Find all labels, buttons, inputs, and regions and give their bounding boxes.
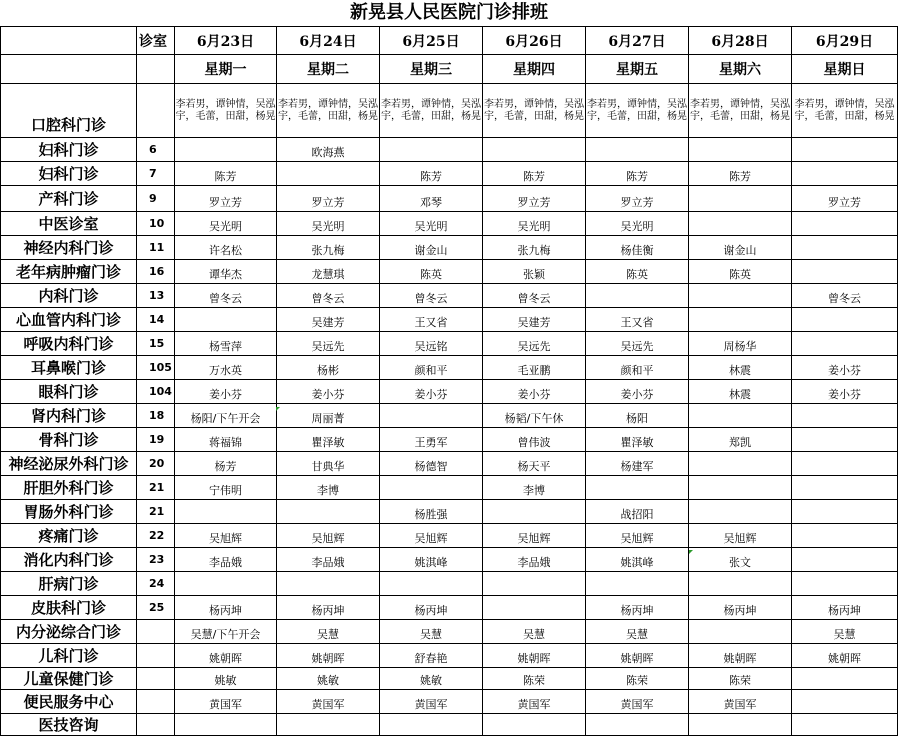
doctor-cell: 吴旭辉 <box>277 524 380 548</box>
doctor-cell: 杨雪萍 <box>175 332 277 356</box>
doctor-cell: 毛亚鹏 <box>483 356 586 380</box>
doctor-cell: 龙慧琪 <box>277 260 380 284</box>
date-header: 6月23日 <box>175 27 277 55</box>
doctor-cell: 姚敏 <box>380 668 483 690</box>
doctor-cell: 吴光明 <box>175 212 277 236</box>
doctor-cell: 罗立芳 <box>277 186 380 212</box>
doctor-cell: 姜小芬 <box>792 356 898 380</box>
department-name: 胃肠外科门诊 <box>1 500 137 524</box>
doctor-cell: 吴旭辉 <box>483 524 586 548</box>
room-number: 21 <box>137 476 175 500</box>
doctor-cell: 蒋福锦 <box>175 428 277 452</box>
weekday-header-row <box>1 55 898 84</box>
doctor-cell: 吴光明 <box>483 212 586 236</box>
doctor-cell: 吴慧/下午开会 <box>175 620 277 644</box>
doctor-cell <box>689 404 792 428</box>
doctor-cell: 颜和平 <box>380 356 483 380</box>
doctor-cell <box>277 500 380 524</box>
doctor-cell <box>175 500 277 524</box>
room-number <box>137 714 175 736</box>
doctor-cell <box>689 714 792 736</box>
schedule-row <box>1 356 898 380</box>
room-column-header: 诊室 <box>137 27 175 55</box>
doctor-cell <box>792 500 898 524</box>
doctor-cell: 姜小芬 <box>792 380 898 404</box>
doctor-cell: 陈荣 <box>689 668 792 690</box>
doctor-cell <box>792 236 898 260</box>
doctor-cell: 杨天平 <box>483 452 586 476</box>
doctor-cell: 李博 <box>277 476 380 500</box>
doctor-cell: 吴光明 <box>380 212 483 236</box>
doctor-cell <box>792 212 898 236</box>
weekday-header: 星期六 <box>689 55 792 84</box>
doctor-cell: 李品娥 <box>483 548 586 572</box>
doctor-cell: 战招阳 <box>586 500 689 524</box>
room-number <box>137 690 175 714</box>
doctor-cell: 李品娥 <box>175 548 277 572</box>
weekday-header: 星期五 <box>586 55 689 84</box>
department-name: 老年病肿瘤门诊 <box>1 260 137 284</box>
doctor-cell: 瞿泽敏 <box>277 428 380 452</box>
date-header: 6月28日 <box>689 27 792 55</box>
schedule-row <box>1 84 898 138</box>
room-number: 13 <box>137 284 175 308</box>
doctor-cell: 杨丙坤 <box>175 596 277 620</box>
corner-cell <box>1 27 137 55</box>
doctor-cell: 吴远先 <box>483 332 586 356</box>
doctor-cell <box>586 572 689 596</box>
department-name: 神经内科门诊 <box>1 236 137 260</box>
department-name: 肝胆外科门诊 <box>1 476 137 500</box>
doctor-cell: 陈英 <box>586 260 689 284</box>
doctor-cell <box>792 668 898 690</box>
doctor-cell: 李博 <box>483 476 586 500</box>
doctor-cell: 周杨华 <box>689 332 792 356</box>
doctor-cell: 宁伟明 <box>175 476 277 500</box>
doctor-cell <box>483 138 586 162</box>
doctor-cell: 姜小芬 <box>380 380 483 404</box>
doctor-cell <box>689 308 792 332</box>
doctor-cell <box>175 572 277 596</box>
room-number: 21 <box>137 500 175 524</box>
doctor-cell <box>689 212 792 236</box>
department-name: 儿童保健门诊 <box>1 668 137 690</box>
doctor-cell <box>380 404 483 428</box>
room-number: 9 <box>137 186 175 212</box>
room-number: 23 <box>137 548 175 572</box>
doctor-cell: 李若男，谭钟情，吴泓宇，毛蕾，田甜，杨晃 <box>586 84 689 138</box>
room-number <box>137 620 175 644</box>
doctor-cell: 杨丙坤 <box>689 596 792 620</box>
doctor-cell: 张九梅 <box>277 236 380 260</box>
doctor-cell <box>689 620 792 644</box>
blank-cell <box>1 55 137 84</box>
doctor-cell: 谢金山 <box>689 236 792 260</box>
doctor-cell: 曾冬云 <box>380 284 483 308</box>
doctor-cell: 曾伟波 <box>483 428 586 452</box>
doctor-cell: 邓琴 <box>380 186 483 212</box>
doctor-cell <box>175 308 277 332</box>
department-name: 内科门诊 <box>1 284 137 308</box>
date-header: 6月26日 <box>483 27 586 55</box>
doctor-cell: 吴慧 <box>380 620 483 644</box>
schedule-row <box>1 212 898 236</box>
doctor-cell <box>792 428 898 452</box>
room-number: 24 <box>137 572 175 596</box>
doctor-cell <box>792 308 898 332</box>
schedule-row <box>1 308 898 332</box>
doctor-cell: 姜小芬 <box>586 380 689 404</box>
doctor-cell <box>277 572 380 596</box>
schedule-row <box>1 186 898 212</box>
doctor-cell <box>792 572 898 596</box>
doctor-cell <box>380 714 483 736</box>
doctor-cell: 吴远先 <box>586 332 689 356</box>
doctor-cell: 陈荣 <box>586 668 689 690</box>
doctor-cell: 李若男，谭钟情，吴泓宇，毛蕾，田甜，杨晃 <box>380 84 483 138</box>
doctor-cell: 杨佳衡 <box>586 236 689 260</box>
department-name: 妇科门诊 <box>1 138 137 162</box>
department-name: 骨科门诊 <box>1 428 137 452</box>
doctor-cell: 姚敏 <box>175 668 277 690</box>
page-title: 新晃县人民医院门诊排班 <box>350 2 548 23</box>
schedule-row <box>1 236 898 260</box>
schedule-row <box>1 644 898 668</box>
doctor-cell: 吴旭辉 <box>175 524 277 548</box>
doctor-cell: 杨丙坤 <box>586 596 689 620</box>
date-header: 6月24日 <box>277 27 380 55</box>
schedule-row <box>1 332 898 356</box>
doctor-cell: 姚朝晖 <box>483 644 586 668</box>
cell-comment-marker <box>689 550 693 554</box>
doctor-cell <box>175 138 277 162</box>
department-name: 心血管内科门诊 <box>1 308 137 332</box>
room-number <box>137 644 175 668</box>
doctor-cell <box>689 572 792 596</box>
schedule-row <box>1 524 898 548</box>
doctor-cell: 吴慧 <box>483 620 586 644</box>
weekday-header: 星期日 <box>792 55 898 84</box>
schedule-row <box>1 260 898 284</box>
doctor-cell: 郑凯 <box>689 428 792 452</box>
room-number: 10 <box>137 212 175 236</box>
doctor-cell: 李若男，谭钟情，吴泓宇，毛蕾，田甜，杨晃 <box>175 84 277 138</box>
schedule-row <box>1 548 898 572</box>
doctor-cell: 谭华杰 <box>175 260 277 284</box>
doctor-cell: 黄国军 <box>586 690 689 714</box>
room-number: 18 <box>137 404 175 428</box>
doctor-cell: 张文 <box>689 548 792 572</box>
date-header: 6月27日 <box>586 27 689 55</box>
room-number: 15 <box>137 332 175 356</box>
doctor-cell: 陈芳 <box>175 162 277 186</box>
doctor-cell: 杨阳 <box>586 404 689 428</box>
doctor-cell <box>586 476 689 500</box>
doctor-cell <box>380 138 483 162</box>
doctor-cell <box>689 186 792 212</box>
doctor-cell <box>277 714 380 736</box>
doctor-cell: 舒春艳 <box>380 644 483 668</box>
doctor-cell: 姚朝晖 <box>689 644 792 668</box>
doctor-cell: 许名松 <box>175 236 277 260</box>
doctor-cell: 吴建芳 <box>483 308 586 332</box>
doctor-cell: 吴慧 <box>586 620 689 644</box>
cell-comment-marker <box>276 407 280 411</box>
doctor-cell <box>380 476 483 500</box>
doctor-cell: 姚淇峰 <box>586 548 689 572</box>
doctor-cell: 李品娥 <box>277 548 380 572</box>
schedule-row <box>1 714 898 736</box>
doctor-cell: 谢金山 <box>380 236 483 260</box>
schedule-row <box>1 284 898 308</box>
doctor-cell: 黄国军 <box>483 690 586 714</box>
doctor-cell <box>792 452 898 476</box>
department-name: 产科门诊 <box>1 186 137 212</box>
department-name: 儿科门诊 <box>1 644 137 668</box>
doctor-cell: 吴旭辉 <box>689 524 792 548</box>
doctor-cell: 黄国军 <box>380 690 483 714</box>
department-name: 妇科门诊 <box>1 162 137 186</box>
doctor-cell: 瞿泽敏 <box>586 428 689 452</box>
doctor-cell: 陈英 <box>689 260 792 284</box>
doctor-cell: 林震 <box>689 356 792 380</box>
room-number: 25 <box>137 596 175 620</box>
doctor-cell: 吴旭辉 <box>380 524 483 548</box>
doctor-cell: 曾冬云 <box>792 284 898 308</box>
doctor-cell: 王勇军 <box>380 428 483 452</box>
date-header: 6月25日 <box>380 27 483 55</box>
schedule-row <box>1 596 898 620</box>
weekday-header: 星期四 <box>483 55 586 84</box>
doctor-cell: 陈芳 <box>689 162 792 186</box>
doctor-cell: 张九梅 <box>483 236 586 260</box>
doctor-cell: 欧海燕 <box>277 138 380 162</box>
doctor-cell: 吴光明 <box>586 212 689 236</box>
department-name: 中医诊室 <box>1 212 137 236</box>
schedule-row <box>1 620 898 644</box>
department-name: 医技咨询 <box>1 714 137 736</box>
schedule-row <box>1 428 898 452</box>
doctor-cell: 杨阳/下午开会 <box>175 404 277 428</box>
doctor-cell: 杨丙坤 <box>792 596 898 620</box>
doctor-cell: 杨彬 <box>277 356 380 380</box>
doctor-cell <box>586 284 689 308</box>
room-number: 14 <box>137 308 175 332</box>
doctor-cell <box>586 714 689 736</box>
doctor-cell: 杨丙坤 <box>380 596 483 620</box>
room-number: 105 <box>137 356 175 380</box>
department-name: 呼吸内科门诊 <box>1 332 137 356</box>
schedule-row <box>1 138 898 162</box>
doctor-cell: 姚敏 <box>277 668 380 690</box>
department-name: 疼痛门诊 <box>1 524 137 548</box>
doctor-cell <box>792 138 898 162</box>
doctor-cell <box>689 500 792 524</box>
room-number: 7 <box>137 162 175 186</box>
department-name: 肾内科门诊 <box>1 404 137 428</box>
department-name: 肝病门诊 <box>1 572 137 596</box>
doctor-cell: 陈英 <box>380 260 483 284</box>
doctor-cell <box>586 138 689 162</box>
schedule-row <box>1 572 898 596</box>
doctor-cell: 罗立芳 <box>483 186 586 212</box>
doctor-cell: 陈芳 <box>586 162 689 186</box>
date-header: 6月29日 <box>792 27 898 55</box>
doctor-cell: 陈芳 <box>483 162 586 186</box>
doctor-cell: 万水英 <box>175 356 277 380</box>
doctor-cell: 李若男，谭钟情，吴泓宇，毛蕾，田甜，杨晃 <box>792 84 898 138</box>
doctor-cell: 姚朝晖 <box>586 644 689 668</box>
department-name: 神经泌尿外科门诊 <box>1 452 137 476</box>
doctor-cell: 曾冬云 <box>175 284 277 308</box>
department-name: 耳鼻喉门诊 <box>1 356 137 380</box>
room-number: 104 <box>137 380 175 404</box>
doctor-cell <box>792 714 898 736</box>
schedule-row <box>1 500 898 524</box>
room-number: 19 <box>137 428 175 452</box>
doctor-cell <box>792 548 898 572</box>
doctor-cell: 杨德智 <box>380 452 483 476</box>
department-name: 消化内科门诊 <box>1 548 137 572</box>
room-number: 20 <box>137 452 175 476</box>
weekday-header: 星期二 <box>277 55 380 84</box>
doctor-cell: 陈荣 <box>483 668 586 690</box>
doctor-cell: 林震 <box>689 380 792 404</box>
doctor-cell: 吴远先 <box>277 332 380 356</box>
doctor-cell <box>792 404 898 428</box>
department-name: 内分泌综合门诊 <box>1 620 137 644</box>
doctor-cell: 姜小芬 <box>277 380 380 404</box>
doctor-cell: 罗立芳 <box>175 186 277 212</box>
department-name: 皮肤科门诊 <box>1 596 137 620</box>
doctor-cell: 杨韬/下午休 <box>483 404 586 428</box>
schedule-row <box>1 380 898 404</box>
doctor-cell <box>792 524 898 548</box>
doctor-cell <box>689 476 792 500</box>
doctor-cell: 姚朝晖 <box>175 644 277 668</box>
doctor-cell: 甘典华 <box>277 452 380 476</box>
doctor-cell: 陈芳 <box>380 162 483 186</box>
doctor-cell: 吴慧 <box>277 620 380 644</box>
doctor-cell: 黄国军 <box>175 690 277 714</box>
doctor-cell: 姜小芬 <box>175 380 277 404</box>
doctor-cell: 姚淇峰 <box>380 548 483 572</box>
blank-cell <box>137 55 175 84</box>
schedule-row <box>1 404 898 428</box>
doctor-cell: 姜小芬 <box>483 380 586 404</box>
schedule-row <box>1 668 898 690</box>
doctor-cell <box>792 332 898 356</box>
doctor-cell <box>792 476 898 500</box>
doctor-cell <box>792 162 898 186</box>
doctor-cell <box>483 572 586 596</box>
doctor-cell: 王又省 <box>586 308 689 332</box>
doctor-cell <box>792 690 898 714</box>
room-number <box>137 84 175 138</box>
doctor-cell: 吴旭辉 <box>586 524 689 548</box>
room-number: 6 <box>137 138 175 162</box>
doctor-cell <box>689 138 792 162</box>
doctor-cell: 杨胜强 <box>380 500 483 524</box>
doctor-cell: 罗立芳 <box>792 186 898 212</box>
doctor-cell <box>689 284 792 308</box>
doctor-cell: 罗立芳 <box>586 186 689 212</box>
doctor-cell: 吴远铭 <box>380 332 483 356</box>
doctor-cell: 吴建芳 <box>277 308 380 332</box>
doctor-cell <box>792 260 898 284</box>
department-name: 便民服务中心 <box>1 690 137 714</box>
weekday-header: 星期三 <box>380 55 483 84</box>
schedule-row <box>1 452 898 476</box>
doctor-cell: 周丽菁 <box>277 404 380 428</box>
room-number: 11 <box>137 236 175 260</box>
doctor-cell: 李若男，谭钟情，吴泓宇，毛蕾，田甜，杨晃 <box>483 84 586 138</box>
doctor-cell <box>483 714 586 736</box>
doctor-cell: 黄国军 <box>277 690 380 714</box>
doctor-cell: 黄国军 <box>689 690 792 714</box>
department-name: 口腔科门诊 <box>1 84 137 138</box>
doctor-cell <box>277 162 380 186</box>
doctor-cell <box>380 572 483 596</box>
doctor-cell: 李若男，谭钟情，吴泓宇，毛蕾，田甜，杨晃 <box>277 84 380 138</box>
doctor-cell: 王又省 <box>380 308 483 332</box>
department-name: 眼科门诊 <box>1 380 137 404</box>
room-number <box>137 668 175 690</box>
doctor-cell: 姚朝晖 <box>277 644 380 668</box>
doctor-cell: 杨芳 <box>175 452 277 476</box>
weekday-header: 星期一 <box>175 55 277 84</box>
doctor-cell: 杨丙坤 <box>277 596 380 620</box>
doctor-cell: 曾冬云 <box>483 284 586 308</box>
room-number: 22 <box>137 524 175 548</box>
doctor-cell <box>483 500 586 524</box>
schedule-table <box>0 26 898 736</box>
room-number: 16 <box>137 260 175 284</box>
schedule-row <box>1 476 898 500</box>
schedule-row <box>1 690 898 714</box>
doctor-cell <box>175 714 277 736</box>
doctor-cell <box>689 452 792 476</box>
doctor-cell: 吴光明 <box>277 212 380 236</box>
doctor-cell: 姚朝晖 <box>792 644 898 668</box>
doctor-cell: 吴慧 <box>792 620 898 644</box>
doctor-cell: 曾冬云 <box>277 284 380 308</box>
schedule-row <box>1 162 898 186</box>
doctor-cell: 杨建军 <box>586 452 689 476</box>
doctor-cell: 李若男，谭钟情，吴泓宇，毛蕾，田甜，杨晃 <box>689 84 792 138</box>
date-header-row <box>1 27 898 55</box>
doctor-cell: 颜和平 <box>586 356 689 380</box>
doctor-cell: 张颖 <box>483 260 586 284</box>
doctor-cell <box>483 596 586 620</box>
